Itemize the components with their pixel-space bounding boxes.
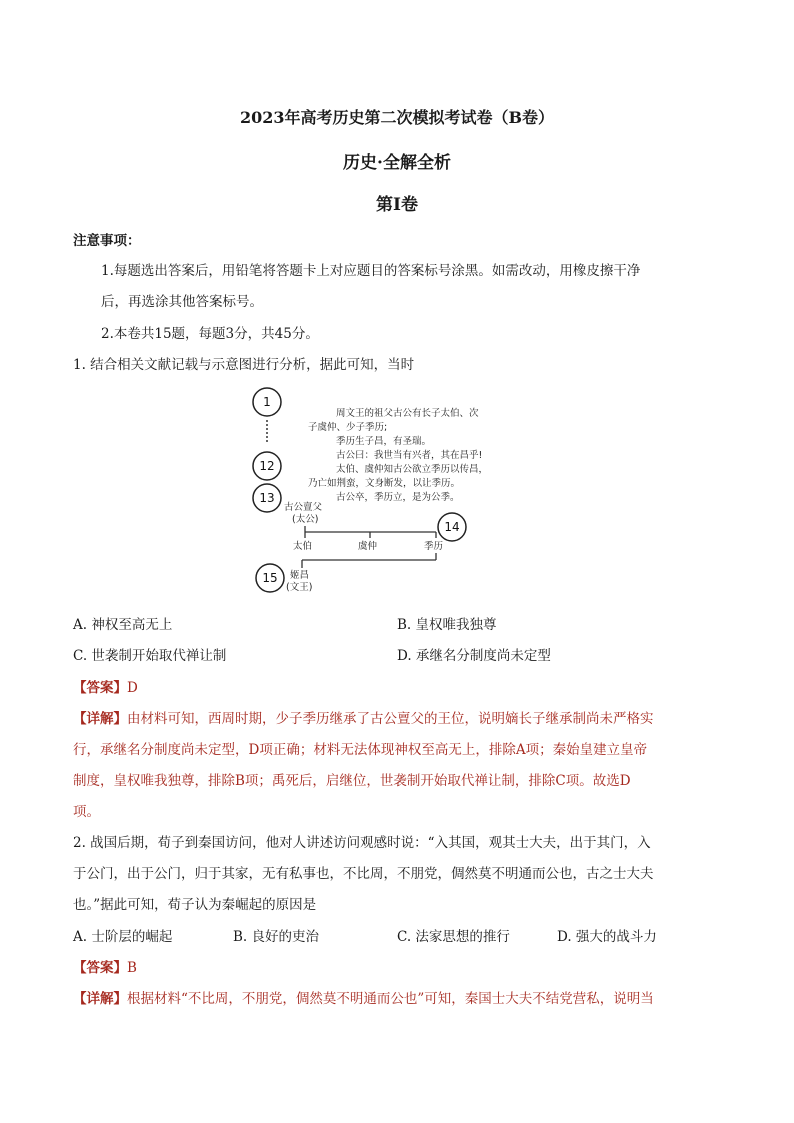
q2-answer — [73, 956, 137, 976]
q1-detail-line-2: 行，承继名分制度尚未定型，D项正确；材料无法体现神权至高无上，排除A项；秦始皇建立皇帝 — [73, 742, 648, 758]
q1-answer-tag: 【答案】 — [73, 680, 127, 696]
q2-option-b: B. 良好的吏治 — [233, 929, 320, 945]
exam-subtitle: 历史·全解全析 — [343, 153, 451, 173]
q2-answer-value: B — [127, 960, 137, 976]
grandson-title: (文王) — [286, 582, 313, 593]
q2-option-a: A. 士阶层的崛起 — [73, 929, 173, 945]
quote-line-3: 季历生子昌，有圣瑞。 — [336, 436, 432, 447]
q1-detail-line-3: 制度，皇权唯我独尊，排除B项；禹死后，启继位，世袭制开始取代禅让制，排除C项。故选D — [73, 773, 631, 789]
exam-title: 2023年高考历史第二次模拟考试卷（B卷） — [239, 108, 555, 127]
son-taibo: 太伯 — [293, 541, 313, 552]
q1-detail-tag: 【详解】 — [73, 711, 127, 727]
quote-line-7: 古公卒，季历立，是为公季。 — [336, 492, 460, 503]
quote-line-4: 古公曰：我世当有兴者，其在昌乎! — [336, 450, 483, 461]
quote-line-6: 乃亡如荆蛮，文身断发，以让季历。 — [308, 478, 461, 489]
question-1-stem: 1. 结合相关文献记载与示意图进行分析，据此可知，当时 — [73, 357, 415, 373]
quote-line-1: 周文王的祖父古公有长子太伯、次 — [336, 408, 479, 419]
generation-number-1: 1 — [263, 395, 271, 409]
genealogy-diagram — [240, 382, 520, 602]
notes-item-2: 2.本卷共15题，每题3分，共45分。 — [101, 326, 319, 342]
q1-detail-line-4: 项。 — [73, 804, 100, 820]
grandson-name: 姬昌 — [290, 570, 310, 581]
generation-number-15: 15 — [262, 571, 278, 585]
q2-option-d: D. 强大的战斗力 — [557, 929, 657, 945]
question-2-stem-line-2: 于公门，出于公门，归于其家，无有私事也，不比周，不朋党，倜然莫不明通而公也，古之士大夫 — [73, 866, 654, 882]
q1-detail-line-1 — [73, 707, 654, 727]
gugong-title: (太公) — [292, 514, 319, 525]
son-jili: 季历 — [424, 541, 444, 552]
q1-option-a: A. 神权至高无上 — [73, 617, 173, 633]
q1-option-b: B. 皇权唯我独尊 — [397, 617, 497, 633]
notes-heading: 注意事项： — [73, 233, 141, 249]
generation-number-12: 12 — [259, 459, 275, 473]
question-2-stem-line-3: 也。”据此可知，荀子认为秦崛起的原因是 — [73, 897, 317, 913]
quote-line-2: 子虞仲、少子季历; — [308, 422, 388, 433]
q2-answer-tag: 【答案】 — [73, 960, 127, 976]
q2-option-c: C. 法家思想的推行 — [397, 929, 510, 945]
q1-option-d: D. 承继名分制度尚未定型 — [397, 648, 551, 664]
gugong-name: 古公亶父 — [284, 502, 323, 513]
generation-number-13: 13 — [259, 491, 275, 505]
son-yuzhong: 虞仲 — [358, 541, 378, 552]
q2-detail-line-1 — [73, 987, 654, 1007]
q1-answer — [73, 676, 138, 696]
q1-detail-text-1: 由材料可知，西周时期，少子季历继承了古公亶父的王位，说明嫡长子继承制尚未严格实 — [127, 711, 654, 727]
q2-detail-text-1: 根据材料“不比周，不朋党，倜然莫不明通而公也”可知，秦国士大夫不结党营私，说明当 — [127, 991, 654, 1007]
question-2-stem-line-1: 2. 战国后期，荀子到秦国访问，他对人讲述访问观感时说：“入其国，观其士大夫，出于其门，入 — [73, 835, 651, 851]
q1-option-c: C. 世袭制开始取代禅让制 — [73, 648, 227, 664]
section-title: 第I卷 — [376, 195, 418, 215]
quote-line-5: 太伯、虞仲知古公欲立季历以传昌， — [336, 464, 489, 475]
notes-item-1-line-1: 1.每题选出答案后，用铅笔将答题卡上对应题目的答案标号涂黑。如需改动，用橡皮擦干净 — [101, 263, 641, 279]
notes-item-1-line-2: 后，再选涂其他答案标号。 — [101, 294, 263, 310]
q2-detail-tag: 【详解】 — [73, 991, 127, 1007]
generation-number-14: 14 — [444, 520, 460, 534]
q1-answer-value: D — [127, 680, 138, 696]
